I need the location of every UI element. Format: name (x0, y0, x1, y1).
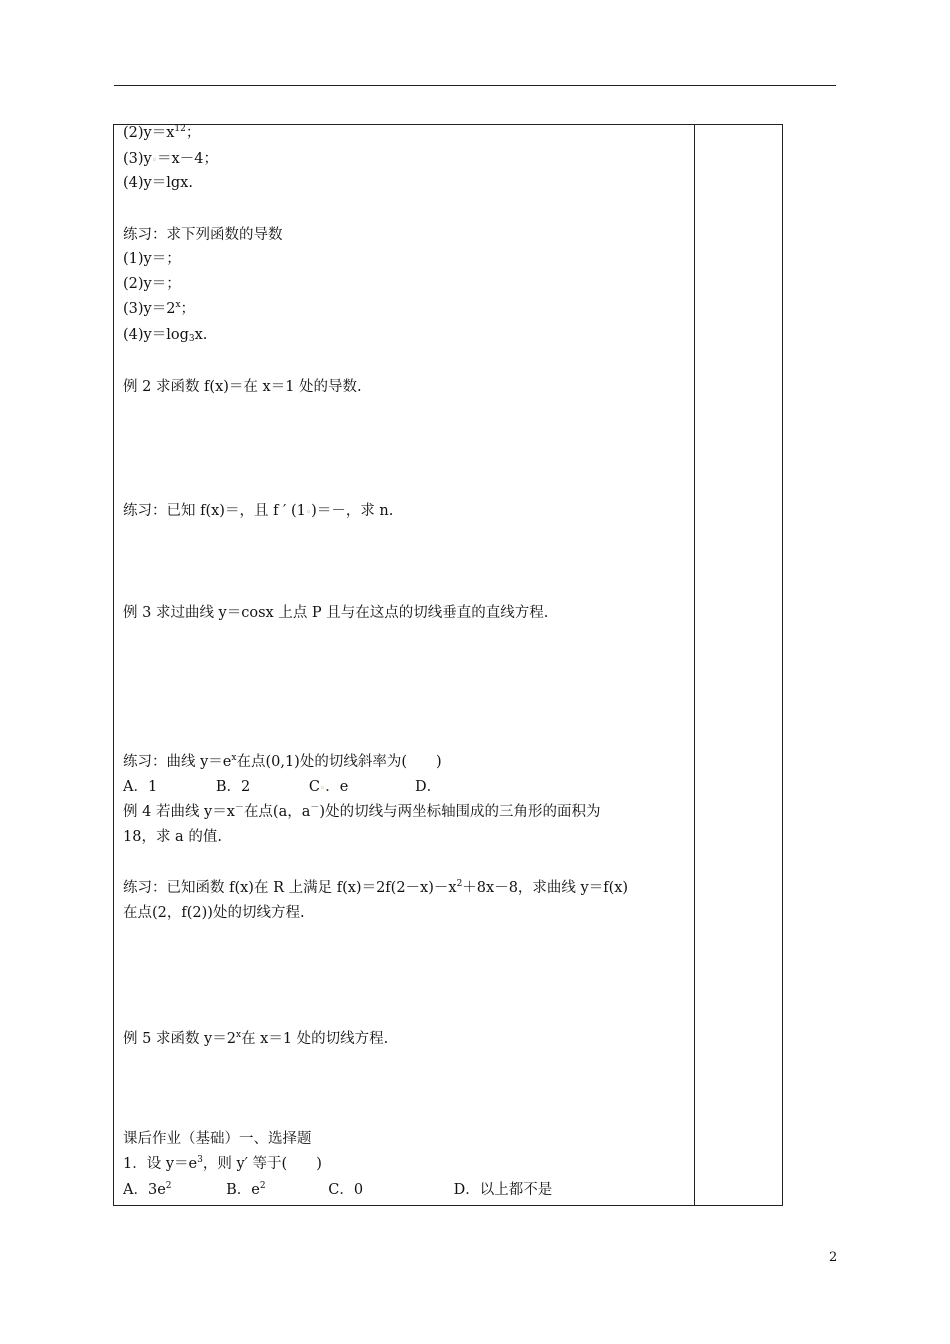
option-d: D． (414, 779, 442, 795)
example4-line1: 例 4 若曲线 y＝x－在点(a，a－)处的切线与两坐标轴围成的三角形的面积为 (123, 803, 601, 820)
practice3-options (123, 777, 441, 799)
orange-dot: ◦ (305, 508, 312, 518)
practice4-line2: 在点(2，f(2))处的切线方程. (123, 905, 305, 921)
example3: 例 3 求过曲线 y＝cosx 上点 P 且与在这点的切线垂直的直线方程. (123, 605, 549, 621)
practice4-line1: 练习：已知函数 f(x)在 R 上满足 $f(x)=2f(2-x)-x^2+8x-8$，求曲线 y＝f(x) (123, 879, 629, 896)
orange-dot: ◦ (319, 784, 326, 794)
practice1-item2: (2)y＝； (123, 276, 181, 292)
practice1-item4: $(4)y=\log_3x$. (123, 327, 208, 344)
column-divider (694, 125, 695, 1205)
header-rule (114, 85, 836, 86)
homework-options (123, 1180, 552, 1200)
practice3: 练习：曲线 $y=e^x$在点(0,1)处的切线斜率为( ) (123, 753, 442, 770)
line-example1-4: (4)y＝lgx. (123, 175, 193, 191)
content-table (113, 124, 783, 1206)
example2: 例 2 求函数 f(x)＝在 x＝1 处的导数. (123, 379, 362, 395)
homework-title: 课后作业（基础）一、选择题 (123, 1131, 312, 1147)
page-number: 2 (829, 1250, 838, 1265)
practice1-title: 练习：求下列函数的导数 (123, 227, 283, 243)
example5: 例 5 求函数 $y=2^x$在 x＝1 处的切线方程. (123, 1030, 389, 1047)
hw-option-d: D．以上都不是 (453, 1182, 553, 1198)
line-example1-3: (3)y◦＝x－4； (123, 151, 218, 167)
practice2: 练习：已知 f(x)＝，且 f ′ (1◦)＝－，求 n. (123, 503, 394, 519)
option-a: A．1 (123, 779, 158, 795)
example4-line2: 18，求 a 的值. (123, 829, 222, 845)
option-c: C◦．e (308, 779, 349, 795)
hw-option-c: C．0 (328, 1182, 364, 1198)
option-b: B．2 (215, 779, 251, 795)
practice1-item3: $(3)y=2^x$； (123, 300, 196, 317)
hw-option-b: B．$e^2$ (226, 1181, 266, 1198)
hw-option-a: A．$3e^2$ (123, 1181, 172, 1198)
orange-dot: ◦ (151, 156, 158, 166)
practice1-item1: (1)y＝； (123, 251, 181, 267)
line-example1-2: $(2)y=x^{12}$； (123, 124, 201, 141)
homework-question1: 1．设 $y=e^3$，则 y′ 等于( ) (123, 1155, 322, 1172)
